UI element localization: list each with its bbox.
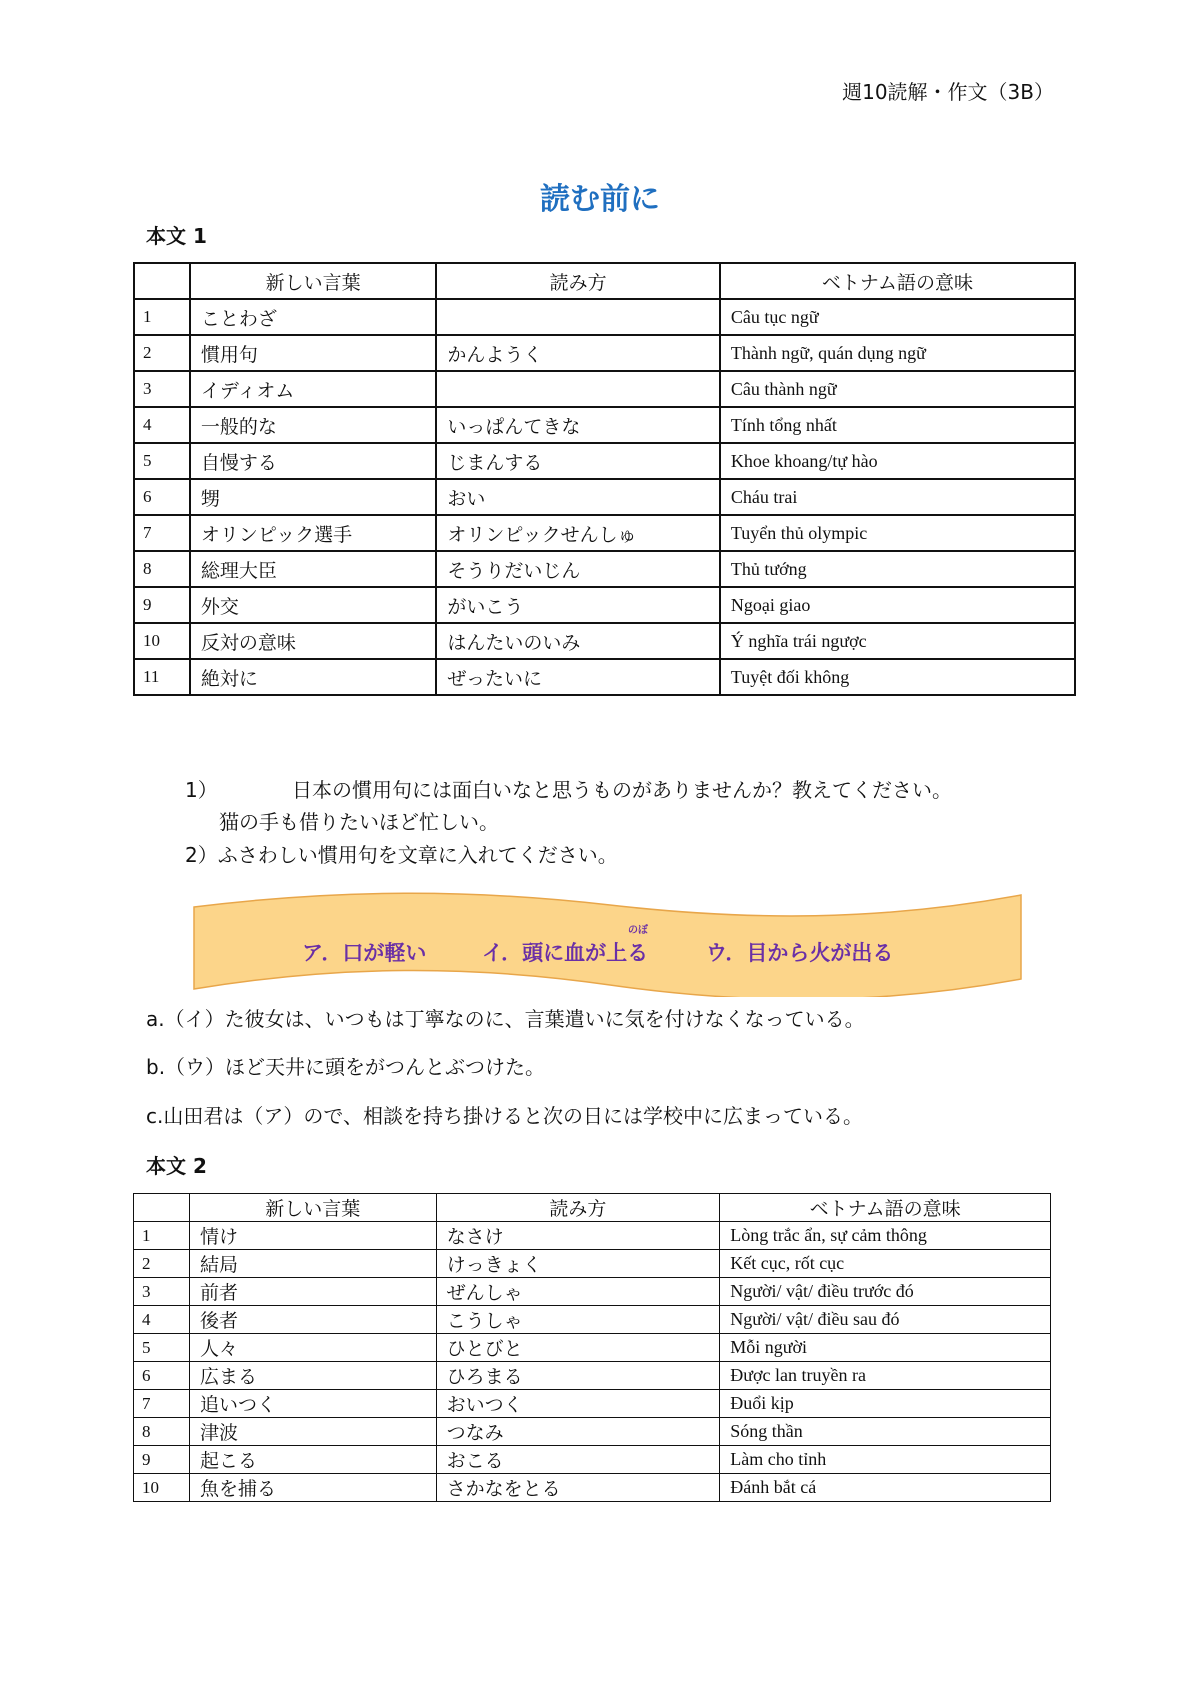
row-number: 8: [134, 1418, 190, 1446]
row-number: 3: [134, 1278, 190, 1306]
reading-cell: ぜったいに: [436, 659, 720, 695]
word-cell: 慣用句: [190, 335, 437, 371]
sentence-a: a.（イ）た彼女は、いつもは丁寧なのに、言葉遣いに気を付けなくなっている。: [146, 1007, 865, 1031]
reading-cell: さかなをとる: [436, 1474, 720, 1502]
choice-u: ウ．目から火が出る: [706, 941, 894, 965]
table-row: [134, 1222, 1051, 1250]
reading-cell: [436, 299, 720, 335]
word-cell: 外交: [190, 587, 437, 623]
row-number: 6: [134, 1362, 190, 1390]
row-number: 2: [134, 1250, 190, 1278]
sentence-c: c.山田君は（ア）ので、相談を持ち掛けると次の日には学校中に広まっている。: [146, 1104, 863, 1128]
table-header-row: [134, 1194, 1051, 1222]
meaning-cell: Thủ tướng: [720, 551, 1075, 587]
table-row: [134, 587, 1075, 623]
reading-cell: がいこう: [436, 587, 720, 623]
meaning-cell: Khoe khoang/tự hào: [720, 443, 1075, 479]
word-cell: 人々: [189, 1334, 436, 1362]
meaning-cell: Cháu trai: [720, 479, 1075, 515]
table-row: [134, 623, 1075, 659]
vocab-table-1: [133, 262, 1076, 696]
word-cell: 広まる: [189, 1362, 436, 1390]
word-cell: 総理大臣: [190, 551, 437, 587]
word-cell: 追いつく: [189, 1390, 436, 1418]
meaning-cell: Ngoại giao: [720, 587, 1075, 623]
reading-cell: ぜんしゃ: [436, 1278, 720, 1306]
row-number: 10: [134, 1474, 190, 1502]
furigana-nobo: のぼ: [628, 925, 648, 936]
question-1-text: 日本の慣用句には面白いなと思うものがありませんか？教えてください。: [292, 778, 952, 802]
table-row: [134, 1474, 1051, 1502]
reading-cell: おこる: [436, 1446, 720, 1474]
col-header-word: 新しい言葉: [189, 1194, 436, 1222]
reading-cell: じまんする: [436, 443, 720, 479]
table-header-row: [134, 263, 1075, 299]
row-number: 3: [134, 371, 190, 407]
choice-i: イ．頭に血が上る: [482, 941, 649, 965]
meaning-cell: Tuyển thủ olympic: [720, 515, 1075, 551]
vocab-table-1-body: [134, 299, 1075, 695]
word-cell: 前者: [189, 1278, 436, 1306]
row-number: 4: [134, 1306, 190, 1334]
col-header-reading: 読み方: [436, 1194, 720, 1222]
reading-cell: かんようく: [436, 335, 720, 371]
question-2-text: 2）ふさわしい慣用句を文章に入れてください。: [185, 843, 618, 867]
row-number: 9: [134, 1446, 190, 1474]
reading-cell: けっきょく: [436, 1250, 720, 1278]
row-number: 2: [134, 335, 190, 371]
question-1-answer: 猫の手も借りたいほど忙しい。: [219, 810, 499, 834]
col-header-meaning: ベトナム語の意味: [720, 1194, 1051, 1222]
reading-cell: こうしゃ: [436, 1306, 720, 1334]
table-row: [134, 335, 1075, 371]
col-header-meaning: ベトナム語の意味: [720, 263, 1075, 299]
row-number: 11: [134, 659, 190, 695]
row-number: 9: [134, 587, 190, 623]
table-row: [134, 551, 1075, 587]
word-cell: 後者: [189, 1306, 436, 1334]
meaning-cell: Câu tục ngữ: [720, 299, 1075, 335]
meaning-cell: Người/ vật/ điều sau đó: [720, 1306, 1051, 1334]
table-row: [134, 479, 1075, 515]
page-title: 読む前に: [540, 182, 660, 217]
table-row: [134, 1362, 1051, 1390]
choice-a: ア．口が軽い: [302, 941, 427, 965]
table-row: [134, 515, 1075, 551]
section1-label: 本文 1: [146, 224, 207, 248]
col-header-reading: 読み方: [436, 263, 720, 299]
word-cell: 起こる: [189, 1446, 436, 1474]
row-number: 7: [134, 515, 190, 551]
meaning-cell: Kết cục, rốt cục: [720, 1250, 1051, 1278]
meaning-cell: Câu thành ngữ: [720, 371, 1075, 407]
row-number: 5: [134, 443, 190, 479]
reading-cell: オリンピックせんしゅ: [436, 515, 720, 551]
table-row: [134, 1418, 1051, 1446]
word-cell: 一般的な: [190, 407, 437, 443]
reading-cell: はんたいのいみ: [436, 623, 720, 659]
row-number: 10: [134, 623, 190, 659]
reading-cell: ひとびと: [436, 1334, 720, 1362]
row-number: 5: [134, 1334, 190, 1362]
reading-cell: いっぱんてきな: [436, 407, 720, 443]
col-header-number: [134, 263, 190, 299]
meaning-cell: Làm cho tỉnh: [720, 1446, 1051, 1474]
table-row: [134, 659, 1075, 695]
meaning-cell: Tính tổng nhất: [720, 407, 1075, 443]
table-row: [134, 1278, 1051, 1306]
reading-cell: つなみ: [436, 1418, 720, 1446]
meaning-cell: Lòng trắc ẩn, sự cảm thông: [720, 1222, 1051, 1250]
meaning-cell: Mỗi người: [720, 1334, 1051, 1362]
reading-cell: おい: [436, 479, 720, 515]
meaning-cell: Đuổi kịp: [720, 1390, 1051, 1418]
row-number: 1: [134, 299, 190, 335]
word-cell: オリンピック選手: [190, 515, 437, 551]
reading-cell: なさけ: [436, 1222, 720, 1250]
reading-cell: そうりだいじん: [436, 551, 720, 587]
sentence-b: b.（ウ）ほど天井に頭をがつんとぶつけた。: [146, 1055, 546, 1079]
word-cell: 反対の意味: [190, 623, 437, 659]
row-number: 6: [134, 479, 190, 515]
reading-cell: [436, 371, 720, 407]
word-cell: 絶対に: [190, 659, 437, 695]
word-cell: ことわざ: [190, 299, 437, 335]
meaning-cell: Thành ngữ, quán dụng ngữ: [720, 335, 1075, 371]
row-number: 8: [134, 551, 190, 587]
row-number: 4: [134, 407, 190, 443]
table-row: [134, 1334, 1051, 1362]
vocab-table-2-body: [134, 1222, 1051, 1502]
reading-cell: おいつく: [436, 1390, 720, 1418]
word-cell: 結局: [189, 1250, 436, 1278]
word-cell: イディオム: [190, 371, 437, 407]
table-row: [134, 1250, 1051, 1278]
table-row: [134, 371, 1075, 407]
word-cell: 自慢する: [190, 443, 437, 479]
table-row: [134, 1306, 1051, 1334]
col-header-number: [134, 1194, 190, 1222]
meaning-cell: Đánh bắt cá: [720, 1474, 1051, 1502]
vocab-table-2: [133, 1193, 1051, 1502]
section2-label: 本文 2: [146, 1154, 207, 1178]
word-cell: 魚を捕る: [189, 1474, 436, 1502]
idiom-choices-banner: [190, 885, 1025, 997]
question-1-number: 1）: [185, 778, 218, 802]
reading-cell: ひろまる: [436, 1362, 720, 1390]
table-row: [134, 443, 1075, 479]
course-header-note: 週10読解・作文（3B）: [842, 80, 1054, 104]
meaning-cell: Ý nghĩa trái ngược: [720, 623, 1075, 659]
table-row: [134, 407, 1075, 443]
table-row: [134, 299, 1075, 335]
meaning-cell: Tuyệt đối không: [720, 659, 1075, 695]
word-cell: 甥: [190, 479, 437, 515]
col-header-word: 新しい言葉: [190, 263, 437, 299]
meaning-cell: Người/ vật/ điều trước đó: [720, 1278, 1051, 1306]
row-number: 1: [134, 1222, 190, 1250]
word-cell: 津波: [189, 1418, 436, 1446]
word-cell: 情け: [189, 1222, 436, 1250]
table-row: [134, 1390, 1051, 1418]
row-number: 7: [134, 1390, 190, 1418]
meaning-cell: Được lan truyền ra: [720, 1362, 1051, 1390]
meaning-cell: Sóng thần: [720, 1418, 1051, 1446]
table-row: [134, 1446, 1051, 1474]
